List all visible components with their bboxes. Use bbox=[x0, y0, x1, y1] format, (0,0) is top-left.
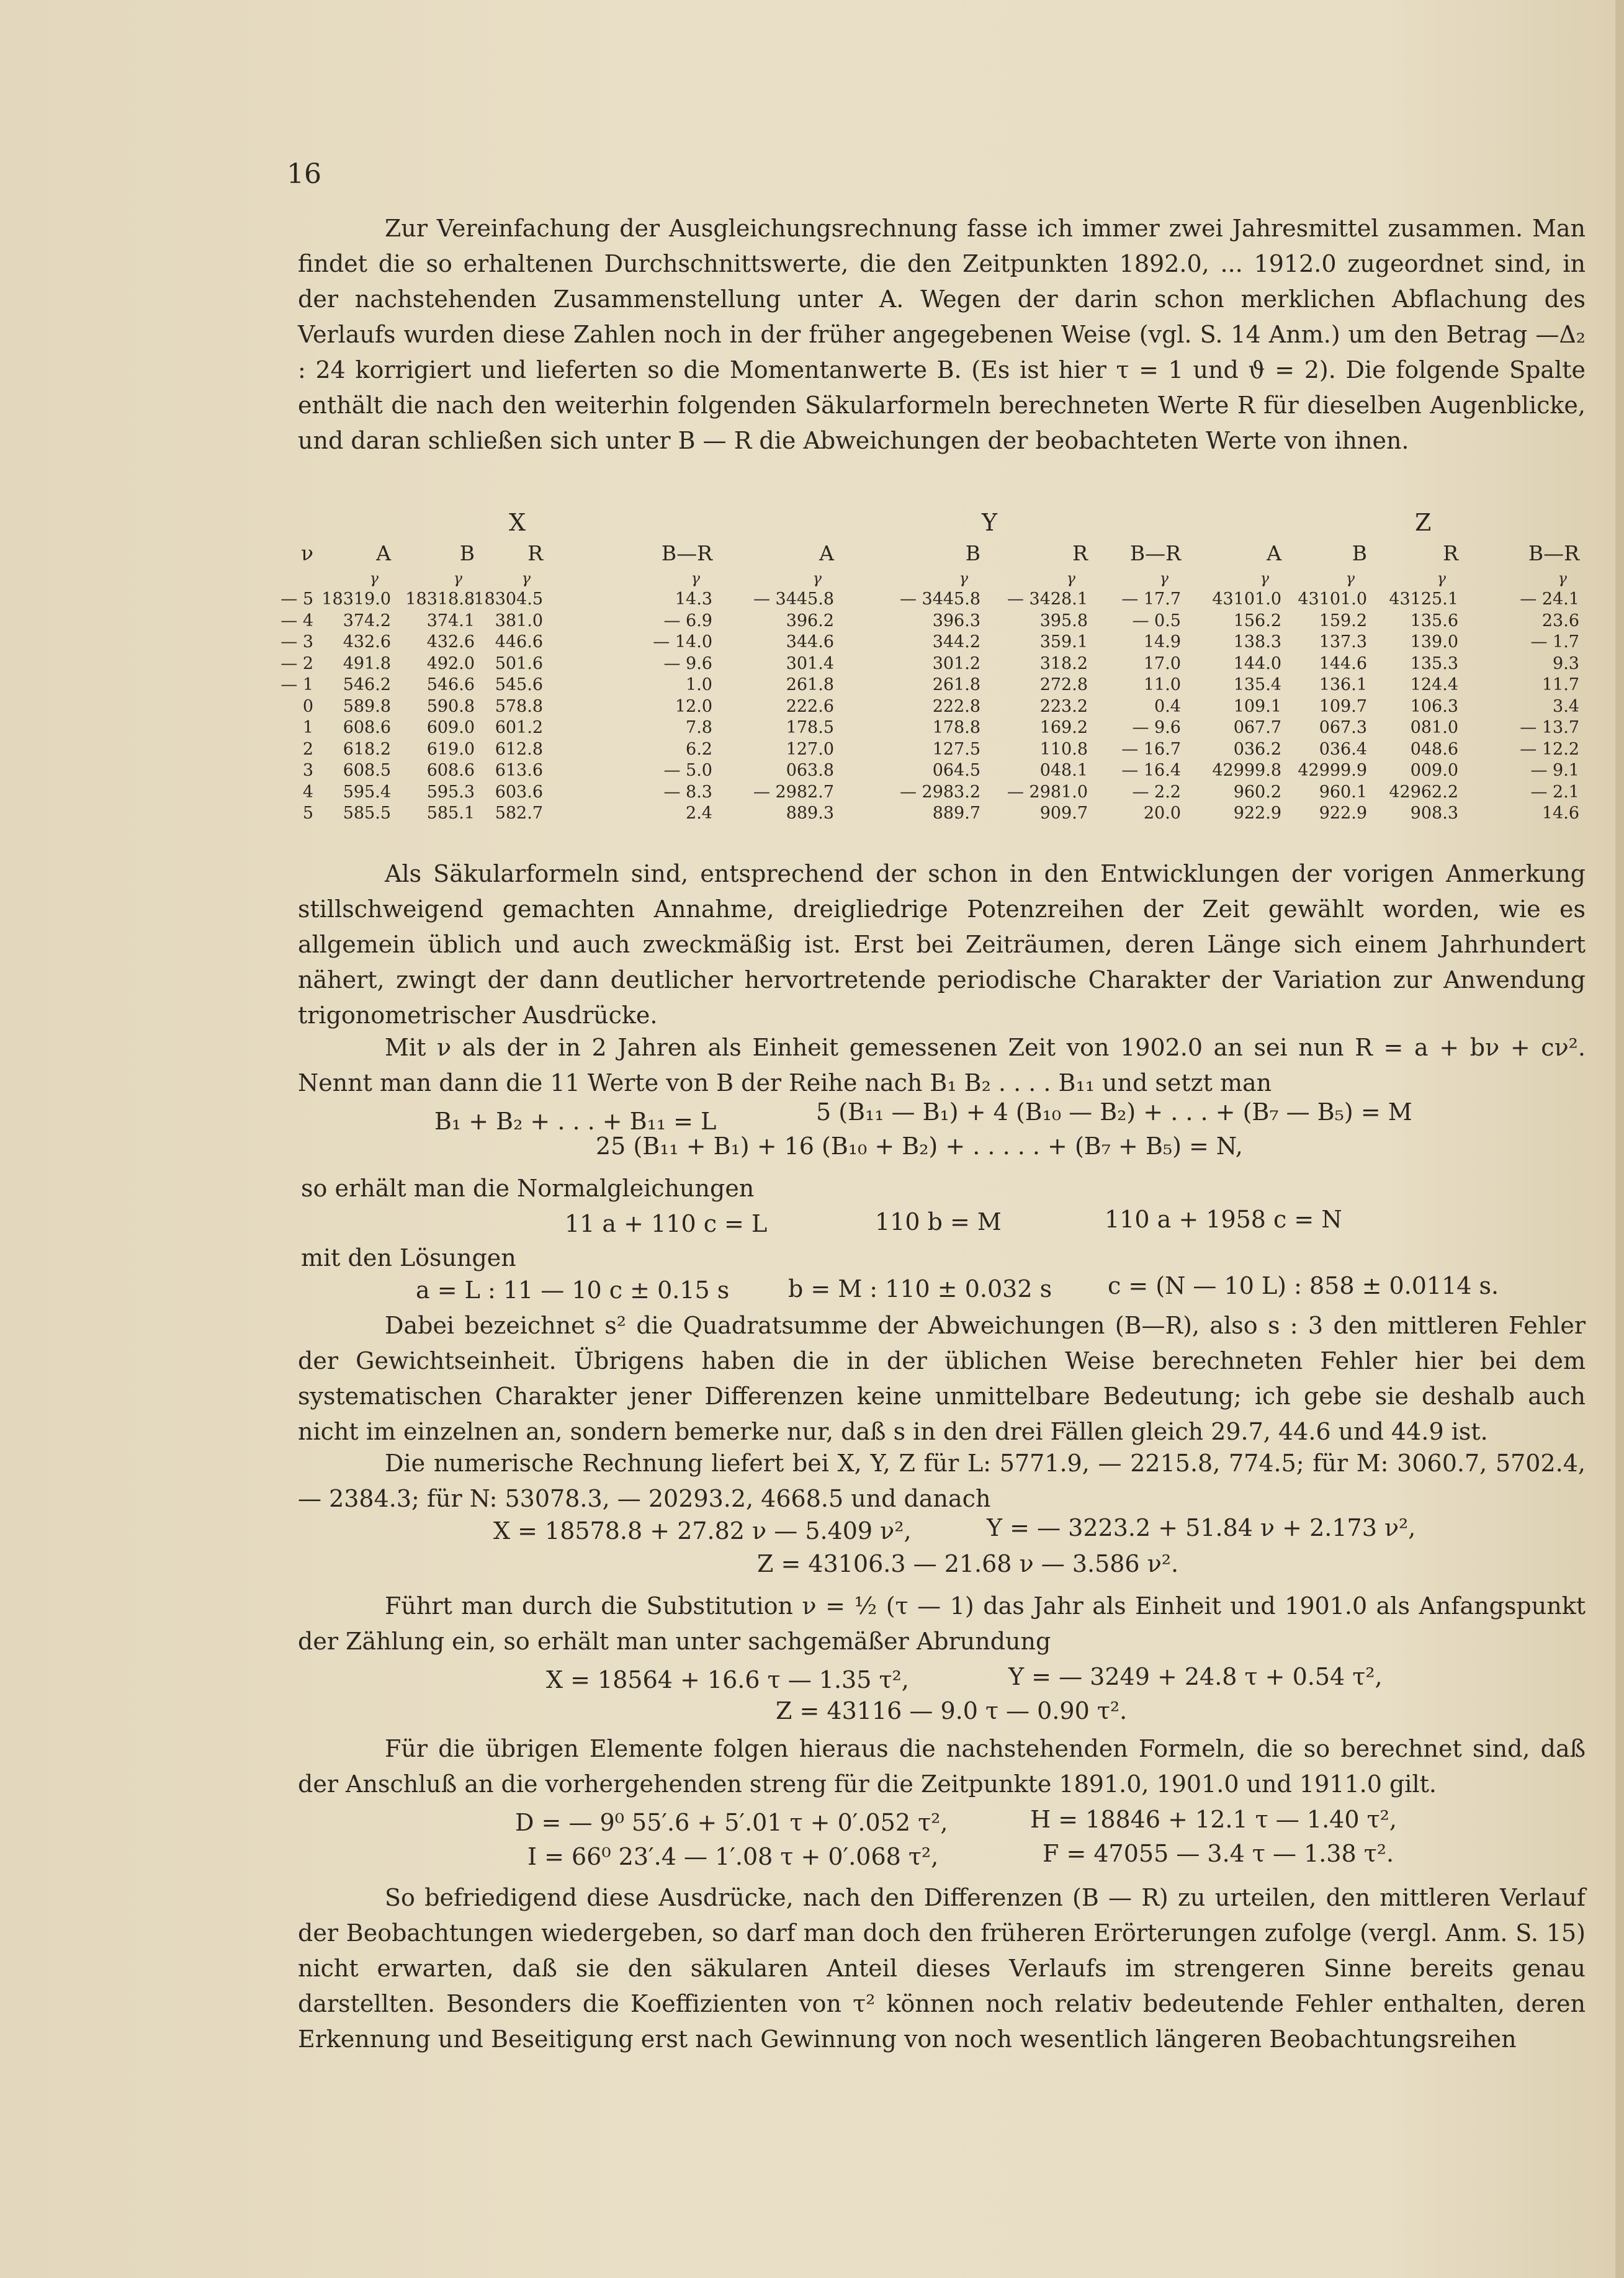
table-cell: 582.7 bbox=[495, 804, 543, 823]
table-cell: 545.6 bbox=[495, 675, 543, 694]
table-cell: 048.1 bbox=[1039, 761, 1088, 780]
table-cell: 5 bbox=[302, 804, 313, 823]
table-cell: 135.6 bbox=[1410, 611, 1458, 630]
table-cell: 2.4 bbox=[686, 804, 712, 823]
eq-sum-N: 25 (B₁₁ + B₁) + 16 (B₁₀ + B₂) + . . . . . + (B₇ + B₅) = N, bbox=[596, 1132, 1243, 1160]
table-cell: 603.6 bbox=[495, 783, 543, 802]
saekular-paragraph: Als Säkularformeln sind, entsprechend der schon in den Entwicklungen der vorigen Anmerkung stillschweigend gemachten Annahme, dreigliedrige Potenzreihen der Zeit gewählt worden, wie es allgemein üblich und auch zweckmäßig ist. Erst bei Zeiträumen, deren Länge sich einem Jahrhundert nähert, zwingt der dann deutlicher hervortretende periodische Charakter der Variation zur Anwendung trigonometrischer Ausdrücke. bbox=[298, 860, 1586, 1029]
uebrigen-paragraph-block bbox=[298, 1731, 1586, 1802]
eq-solution-b: b = M : 110 ± 0.032 s bbox=[788, 1275, 1052, 1303]
uebrigen-paragraph: Für die übrigen Elemente folgen hieraus die nachstehenden Formeln, die so berechnet sind, daß der Anschluß an die vorhergehenden streng für die Zeitpunkte 1891.0, 1901.0 und 1911.0 gilt. bbox=[298, 1735, 1586, 1798]
table-cell: 7.8 bbox=[686, 718, 712, 737]
table-cell: 159.2 bbox=[1319, 611, 1367, 630]
table-cell: — 12.2 bbox=[1520, 740, 1579, 759]
table-cell: 608.6 bbox=[426, 761, 475, 780]
table-cell: — 2982.7 bbox=[753, 783, 834, 802]
table-cell: — 14.0 bbox=[653, 632, 712, 652]
eq-solution-c: c = (N — 10 L) : 858 ± 0.0114 s. bbox=[1108, 1272, 1499, 1299]
table-cell: 908.3 bbox=[1410, 804, 1458, 823]
table-cell: 222.8 bbox=[932, 697, 980, 716]
mit-paragraph-block bbox=[298, 1030, 1586, 1101]
table-cell: 613.6 bbox=[495, 761, 543, 780]
table-cell: 127.5 bbox=[932, 740, 980, 759]
table-cell: — 9.6 bbox=[663, 654, 712, 673]
table-cell: 359.1 bbox=[1039, 632, 1088, 652]
table-cell: 546.2 bbox=[343, 675, 391, 694]
table-cell: 492.0 bbox=[426, 654, 475, 673]
table-cell: — 2981.0 bbox=[1007, 783, 1088, 802]
table-cell: 137.3 bbox=[1319, 632, 1367, 652]
table-cell: — 0.5 bbox=[1132, 611, 1181, 630]
table-cell: 889.3 bbox=[786, 804, 834, 823]
eq-F: F = 47055 — 3.4 τ — 1.38 τ². bbox=[1043, 1840, 1394, 1867]
table-cell: 595.4 bbox=[343, 783, 391, 802]
table-cell: 3 bbox=[302, 761, 313, 780]
eq-sum-M: 5 (B₁₁ — B₁) + 4 (B₁₀ — B₂) + . . . + (B₇ — B₅) = M bbox=[816, 1098, 1412, 1126]
fuehrt-paragraph: Führt man durch die Substitution ν = ½ (τ — 1) das Jahr als Einheit und 1901.0 als Anfangspunkt der Zählung ein, so erhält man unter sachgemäßer Abrundung bbox=[298, 1592, 1586, 1655]
table-cell: 0 bbox=[302, 697, 313, 716]
table-cell: — 9.6 bbox=[1132, 718, 1181, 737]
table-cell: 374.2 bbox=[343, 611, 391, 630]
table-cell: 612.8 bbox=[495, 740, 543, 759]
table-cell: 922.9 bbox=[1319, 804, 1367, 823]
table-cell: 20.0 bbox=[1143, 804, 1181, 823]
table-group-header: Y bbox=[982, 509, 998, 536]
table-cell: 064.5 bbox=[932, 761, 980, 780]
table-unit-label: γ bbox=[369, 570, 379, 587]
table-cell: — 3 bbox=[280, 632, 313, 652]
table-unit-label: γ bbox=[453, 570, 462, 587]
table-cell: 272.8 bbox=[1039, 675, 1088, 694]
table-cell: — 16.7 bbox=[1121, 740, 1181, 759]
table-cell: 432.6 bbox=[343, 632, 391, 652]
table-cell: — 24.1 bbox=[1520, 590, 1579, 609]
table-cell: 960.2 bbox=[1233, 783, 1281, 802]
table-cell: 2 bbox=[302, 740, 313, 759]
table-cell: 595.3 bbox=[426, 783, 475, 802]
eq-normal-3: 110 a + 1958 c = N bbox=[1105, 1206, 1342, 1233]
table-cell: 546.6 bbox=[426, 675, 475, 694]
table-cell: — 3445.8 bbox=[753, 590, 834, 609]
table-cell: 178.5 bbox=[786, 718, 834, 737]
eq-solution-a: a = L : 11 — 10 c ± 0.15 s bbox=[416, 1276, 730, 1304]
table-cell: 18318.8 bbox=[405, 590, 475, 609]
table-cell: 909.7 bbox=[1039, 804, 1088, 823]
table-cell: 036.4 bbox=[1319, 740, 1367, 759]
table-cell: 23.6 bbox=[1541, 611, 1579, 630]
table-unit-label: γ bbox=[1159, 570, 1169, 587]
page-edge-shadow bbox=[1615, 0, 1624, 2278]
eq-H: H = 18846 + 12.1 τ — 1.40 τ², bbox=[1030, 1806, 1397, 1833]
table-cell: 6.2 bbox=[686, 740, 712, 759]
table-unit-label: γ bbox=[521, 570, 531, 587]
table-column-header: R bbox=[1072, 541, 1088, 565]
table-column-header: B—R bbox=[1129, 541, 1181, 565]
table-cell: 374.1 bbox=[426, 611, 475, 630]
table-cell: 14.6 bbox=[1541, 804, 1579, 823]
table-column-header: A bbox=[819, 541, 834, 565]
table-cell: — 2 bbox=[280, 654, 313, 673]
table-cell: — 9.1 bbox=[1530, 761, 1579, 780]
eq-normal-1: 11 a + 110 c = L bbox=[565, 1210, 768, 1237]
table-cell: 178.8 bbox=[932, 718, 980, 737]
table-cell: — 2.1 bbox=[1530, 783, 1579, 802]
table-cell: — 2.2 bbox=[1132, 783, 1181, 802]
table-cell: 619.0 bbox=[426, 740, 475, 759]
table-cell: 106.3 bbox=[1410, 697, 1458, 716]
table-cell: 301.4 bbox=[786, 654, 834, 673]
table-cell: 222.6 bbox=[786, 697, 834, 716]
table-cell: 12.0 bbox=[675, 697, 712, 716]
table-cell: 608.6 bbox=[343, 718, 391, 737]
table-cell: 395.8 bbox=[1039, 611, 1088, 630]
table-cell: 063.8 bbox=[786, 761, 834, 780]
data-table bbox=[280, 509, 1595, 844]
table-cell: 081.0 bbox=[1410, 718, 1458, 737]
table-column-header: ν bbox=[300, 541, 313, 565]
table-cell: 156.2 bbox=[1233, 611, 1281, 630]
eq-D: D = — 9⁰ 55′.6 + 5′.01 τ + 0′.052 τ², bbox=[515, 1809, 948, 1836]
eq-Y-tau: Y = — 3249 + 24.8 τ + 0.54 τ², bbox=[1008, 1663, 1383, 1690]
table-cell: — 16.4 bbox=[1121, 761, 1181, 780]
eq-Y-nu: Y = — 3223.2 + 51.84 ν + 2.173 ν², bbox=[987, 1514, 1416, 1541]
table-unit-label: γ bbox=[1260, 570, 1269, 587]
table-cell: 618.2 bbox=[343, 740, 391, 759]
table-column-header: R bbox=[527, 541, 543, 565]
table-unit-label: γ bbox=[812, 570, 822, 587]
table-column-header: B bbox=[459, 541, 475, 565]
table-cell: 009.0 bbox=[1410, 761, 1458, 780]
table-cell: — 5.0 bbox=[663, 761, 712, 780]
table-cell: 578.8 bbox=[495, 697, 543, 716]
table-unit-label: γ bbox=[959, 570, 968, 587]
table-group-header: Z bbox=[1415, 509, 1432, 536]
table-cell: 067.3 bbox=[1319, 718, 1367, 737]
table-cell: 048.6 bbox=[1410, 740, 1458, 759]
table-column-header: A bbox=[376, 541, 391, 565]
table-cell: 109.7 bbox=[1319, 697, 1367, 716]
text-loesungen: mit den Lösungen bbox=[301, 1244, 516, 1271]
table-cell: 136.1 bbox=[1319, 675, 1367, 694]
table-cell: 43125.1 bbox=[1389, 590, 1458, 609]
table-cell: 9.3 bbox=[1553, 654, 1579, 673]
table-unit-label: γ bbox=[691, 570, 700, 587]
table-cell: 18319.0 bbox=[321, 590, 391, 609]
table-cell: 889.7 bbox=[932, 804, 980, 823]
table-cell: 585.1 bbox=[426, 804, 475, 823]
table-cell: 139.0 bbox=[1410, 632, 1458, 652]
table-cell: 3.4 bbox=[1553, 697, 1579, 716]
dabei-paragraph: Dabei bezeichnet s² die Quadratsumme der Abweichungen (B—R), also s : 3 den mittleren Fehler der Gewichtseinheit. Übrigens haben die in der üblichen Weise berechneten Fehler hier bei dem systematischen Charakter jener Differenzen keine unmittelbare Bedeutung; ich gebe sie deshalb auch nicht im einzelnen an, sondern bemerke nur, daß s in den drei Fällen gleich 29.7, 44.6 und 44.9 ist. bbox=[298, 1312, 1586, 1445]
eq-X-nu: X = 18578.8 + 27.82 ν — 5.409 ν², bbox=[493, 1517, 912, 1545]
table-cell: 609.0 bbox=[426, 718, 475, 737]
intro-paragraph: Zur Vereinfachung der Ausgleichungsrechnung fasse ich immer zwei Jahresmittel zusammen. Man findet die so erhaltenen Durchschnittswerte, die den Zeitpunkten 1892.0, ... 1912.0 zugeordnet sind, in der nachstehenden Zusammenstellung unter A. Wegen der darin schon merklichen Abflachung des Verlaufs wurden diese Zahlen noch in der früher angegebenen Weise (vgl. S. 14 Anm.) um den Betrag —Δ₂ : 24 korrigiert und lieferten so die Momentanwerte B. (Es ist hier τ = 1 und ϑ = 2). Die folgende Spalte enthält die nach den weiterhin folgenden Säkularformeln berechneten Werte R für dieselben Augenblicke, und daran schließen sich unter B — R die Abweichungen der beobachteten Werte von ihnen. bbox=[298, 215, 1586, 454]
table-cell: 036.2 bbox=[1233, 740, 1281, 759]
table-cell: 432.6 bbox=[426, 632, 475, 652]
eq-sum-L: B₁ + B₂ + . . . + B₁₁ = L bbox=[434, 1108, 717, 1135]
text-normalgleichungen: so erhält man die Normalgleichungen bbox=[301, 1175, 755, 1202]
table-cell: — 6.9 bbox=[663, 611, 712, 630]
table-cell: 11.0 bbox=[1143, 675, 1181, 694]
table-cell: 585.5 bbox=[343, 804, 391, 823]
table-cell: 446.6 bbox=[495, 632, 543, 652]
table-cell: 491.8 bbox=[343, 654, 391, 673]
table-cell: 135.3 bbox=[1410, 654, 1458, 673]
table-column-header: B—R bbox=[1528, 541, 1579, 565]
table-cell: — 1.7 bbox=[1530, 632, 1579, 652]
eq-normal-2: 110 b = M bbox=[875, 1208, 1002, 1235]
table-cell: 960.1 bbox=[1319, 783, 1367, 802]
table-column-header: B—R bbox=[661, 541, 712, 565]
table-column-header: B bbox=[1352, 541, 1367, 565]
table-cell: 11.7 bbox=[1541, 675, 1579, 694]
table-cell: — 3428.1 bbox=[1007, 590, 1088, 609]
table-cell: 261.8 bbox=[786, 675, 834, 694]
saekular-paragraph-block bbox=[298, 856, 1586, 1033]
table-cell: 396.3 bbox=[932, 611, 980, 630]
table-cell: 223.2 bbox=[1039, 697, 1088, 716]
table-cell: 396.2 bbox=[786, 611, 834, 630]
table-cell: 261.8 bbox=[932, 675, 980, 694]
table-cell: 169.2 bbox=[1039, 718, 1088, 737]
table-cell: 43101.0 bbox=[1298, 590, 1367, 609]
table-cell: — 4 bbox=[280, 611, 313, 630]
table-cell: 301.2 bbox=[932, 654, 980, 673]
table-cell: 124.4 bbox=[1410, 675, 1458, 694]
table-cell: 127.0 bbox=[786, 740, 834, 759]
fuehrt-paragraph-block bbox=[298, 1589, 1586, 1659]
table-cell: 922.9 bbox=[1233, 804, 1281, 823]
befriedigend-paragraph: So befriedigend diese Ausdrücke, nach den Differenzen (B — R) zu urteilen, den mittleren Verlauf der Beobachtungen wiedergeben, so darf man doch den früheren Erörterungen zufolge (vergl. Anm. S. 15) nicht erwarten, daß sie den säkularen Anteil dieses Verlaufs im strengeren Sinne bereits genau darstellten. Besonders die Koeffizienten von τ² können noch relativ bedeutende Fehler enthalten, deren Erkennung und Beseitigung erst nach Gewinnung von noch wesentlich längeren Beobachtungsreihen bbox=[298, 1884, 1586, 2053]
befriedigend-paragraph-block bbox=[298, 1880, 1586, 2057]
table-cell: 42962.2 bbox=[1389, 783, 1458, 802]
table-cell: 608.5 bbox=[343, 761, 391, 780]
table-cell: 42999.8 bbox=[1212, 761, 1281, 780]
table-cell: 589.8 bbox=[343, 697, 391, 716]
table-cell: 17.0 bbox=[1143, 654, 1181, 673]
table-cell: 138.3 bbox=[1233, 632, 1281, 652]
intro-paragraph-block bbox=[298, 211, 1586, 459]
eq-X-tau: X = 18564 + 16.6 τ — 1.35 τ², bbox=[546, 1666, 909, 1693]
table-cell: — 2983.2 bbox=[899, 783, 980, 802]
table-cell: 1 bbox=[302, 718, 313, 737]
table-cell: — 5 bbox=[280, 590, 313, 609]
table-cell: 4 bbox=[302, 783, 313, 802]
table-cell: 42999.9 bbox=[1298, 761, 1367, 780]
table-cell: — 13.7 bbox=[1520, 718, 1579, 737]
table-unit-label: γ bbox=[1437, 570, 1446, 587]
table-cell: 14.9 bbox=[1143, 632, 1181, 652]
table-cell: 109.1 bbox=[1233, 697, 1281, 716]
table-cell: — 8.3 bbox=[663, 783, 712, 802]
eq-I: I = 66⁰ 23′.4 — 1′.08 τ + 0′.068 τ², bbox=[527, 1843, 939, 1870]
table-unit-label: γ bbox=[1558, 570, 1567, 587]
mit-paragraph: Mit ν als der in 2 Jahren als Einheit gemessenen Zeit von 1902.0 an sei nun R = a + bν + cν². Nennt man dann die 11 Werte von B der Reihe nach B₁ B₂ . . . . B₁₁ und setzt man bbox=[298, 1034, 1586, 1096]
table-cell: 318.2 bbox=[1039, 654, 1088, 673]
table-cell: — 3445.8 bbox=[899, 590, 980, 609]
table-column-header: A bbox=[1267, 541, 1281, 565]
table-unit-label: γ bbox=[1066, 570, 1075, 587]
table-column-header: R bbox=[1443, 541, 1458, 565]
table-cell: 344.2 bbox=[932, 632, 980, 652]
table-cell: 0.4 bbox=[1154, 697, 1181, 716]
eq-Z-nu: Z = 43106.3 — 21.68 ν — 3.586 ν². bbox=[757, 1550, 1179, 1577]
numerische-paragraph: Die numerische Rechnung liefert bei X, Y, Z für L: 5771.9, — 2215.8, 774.5; für M: 3060.7, 5702.4, — 2384.3; für N: 53078.3, — 20293.2, 4668.5 und danach bbox=[298, 1450, 1586, 1512]
table-unit-label: γ bbox=[1345, 570, 1355, 587]
table-column-header: B bbox=[965, 541, 980, 565]
dabei-paragraph-block bbox=[298, 1308, 1586, 1450]
table-cell: 43101.0 bbox=[1212, 590, 1281, 609]
table-cell: 144.6 bbox=[1319, 654, 1367, 673]
table-cell: 501.6 bbox=[495, 654, 543, 673]
table-group-header: X bbox=[509, 509, 526, 536]
table-cell: 14.3 bbox=[675, 590, 712, 609]
table-cell: 344.6 bbox=[786, 632, 834, 652]
numerische-paragraph-block bbox=[298, 1446, 1586, 1517]
table-cell: 381.0 bbox=[495, 611, 543, 630]
page-number: 16 bbox=[287, 158, 321, 190]
table-cell: 144.0 bbox=[1233, 654, 1281, 673]
table-cell: 590.8 bbox=[426, 697, 475, 716]
eq-Z-tau: Z = 43116 — 9.0 τ — 0.90 τ². bbox=[776, 1697, 1128, 1724]
table-cell: 1.0 bbox=[686, 675, 712, 694]
table-cell: 601.2 bbox=[495, 718, 543, 737]
table-cell: 110.8 bbox=[1039, 740, 1088, 759]
table-cell: — 1 bbox=[280, 675, 313, 694]
table-cell: — 17.7 bbox=[1121, 590, 1181, 609]
table-cell: 067.7 bbox=[1233, 718, 1281, 737]
table-cell: .18304.5 bbox=[468, 590, 543, 609]
table-cell: 135.4 bbox=[1233, 675, 1281, 694]
